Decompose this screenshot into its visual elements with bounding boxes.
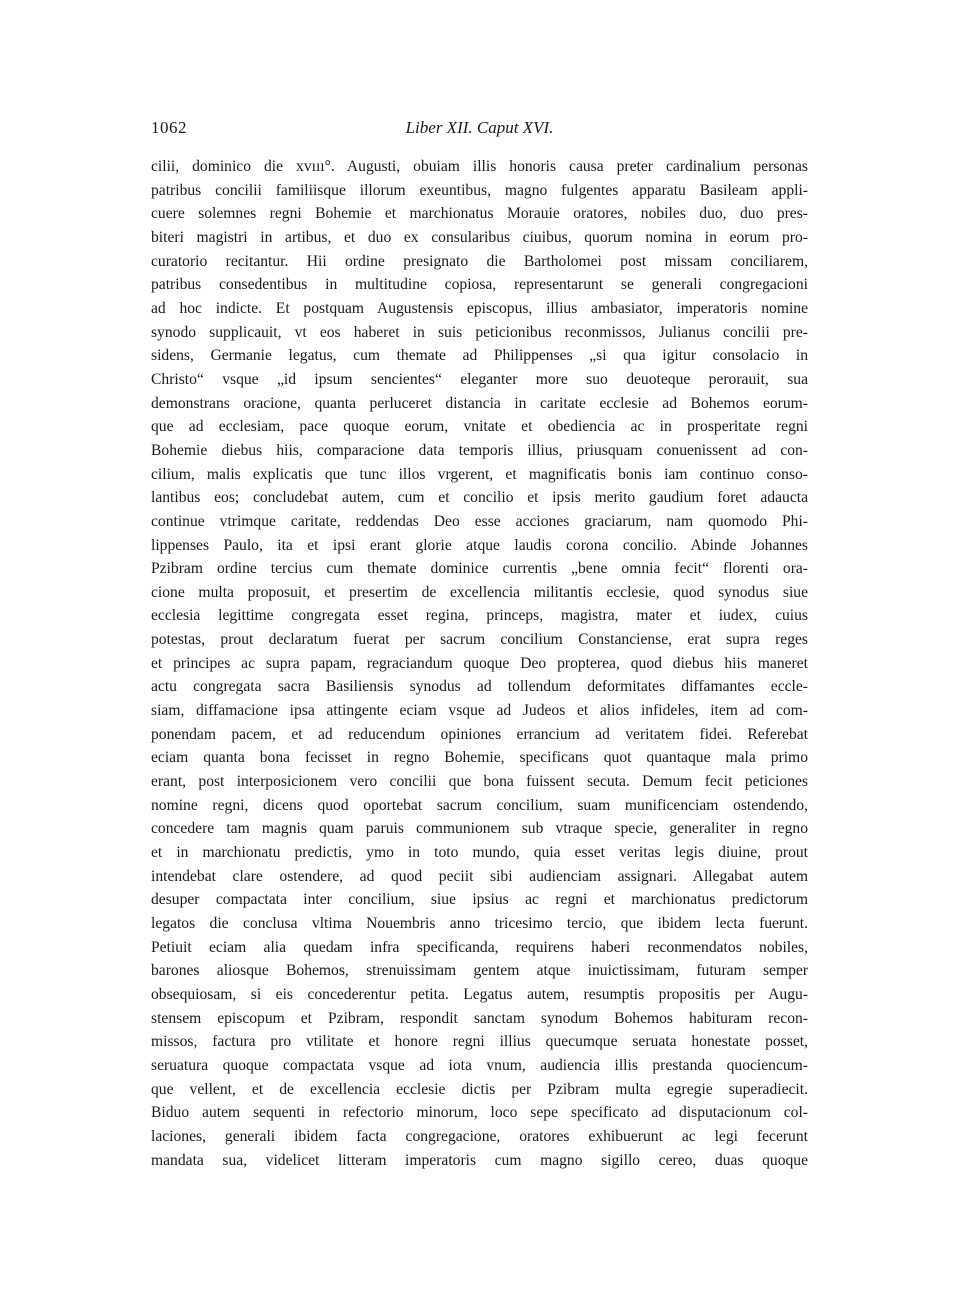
text-line: patribus concilii familiisque illorum exeuntibus, magno fulgentes apparatu Basileam appli- [151,181,808,199]
text-line: biteri magistri in artibus, et duo ex consularibus ciuibus, quorum nomina in eorum pro- [151,228,808,246]
text-line: potestas, prout declaratum fuerat per sacrum concilium Constanciense, erat supra reges [151,631,808,649]
text-line: Bohemie diebus hiis, comparacione data temporis illius, priusquam conuenissent ad con- [151,441,808,459]
text-line: eciam quanta bona fecisset in regno Bohemie, specificans quot quantaque mala primo [151,749,808,767]
text-line: obsequiosam, si eis concederentur petita. Legatus autem, resumptis propositis per Augu- [151,985,808,1003]
text-line: ecclesia legittime congregata esset regina, princeps, magistra, mater et iudex, cuius [151,607,808,625]
text-line: continue vtrimque caritate, reddendas Deo esse acciones graciarum, nam quomodo Phi- [151,512,808,530]
text-line: cuere solemnes regni Bohemie et marchionatus Morauie oratores, nobiles duo, duo pres- [151,205,808,223]
text-line: nomine regni, dicens quod oportebat sacrum concilium, suam munificenciam ostendendo, [151,796,808,814]
text-line: patribus consedentibus in multitudine copiosa, representarunt se generali congregacioni [151,276,808,294]
page-number: 1062 [151,118,187,137]
text-line: laciones, generali ibidem facta congregacione, oratores exhibuerunt ac legi fecerunt [151,1127,808,1145]
text-line: Pzibram ordine tercius cum themate dominice currentis „bene omnia fecit“ florenti ora- [151,560,808,578]
text-line: ad hoc indicte. Et postquam Augustensis episcopus, illius ambasiator, imperatoris nomine [151,299,808,317]
text-line: intendebat clare ostendere, ad quod peciit sibi audienciam assignari. Allegabat autem [151,867,808,885]
text-line: Petiuit eciam alia quedam infra specificanda, requirens haberi reconmendatos nobiles, [151,938,808,956]
text-line: curatorio recitantur. Hii ordine presignato die Bartholomei post missam conciliarem, [151,252,808,270]
text-line: mandata sua, videlicet litteram imperatoris cum magno sigillo cereo, duas quoque [151,1151,808,1169]
text-line: cione multa proposuit, et presertim de excellencia militantis ecclesie, quod synodus siue [151,583,808,601]
text-body [151,155,808,1172]
text-line: barones aliosque Bohemos, strenuissimam gentem atque inuictissimam, futuram semper [151,962,808,980]
text-line: erant, post interposicionem vero concilii que bona fuissent secuta. Demum fecit peticiones [151,773,808,791]
text-line: concedere tam magnis quam paruis communionem sub vtraque specie, generaliter in regno [151,820,808,838]
text-line: et principes ac supra papam, regraciandum quoque Deo propterea, quod diebus hiis maneret [151,654,808,672]
text-line: et in marchionatu predictis, ymo in toto mundo, quia esset veritas legis diuine, prout [151,844,808,862]
text-line: synodo supplicauit, vt eos haberet in suis peticionibus reconmissos, Julianus concilii pre- [151,323,808,341]
text-line: legatos die conclusa vltima Nouembris anno tricesimo tercio, que ibidem lecta fuerunt. [151,915,808,932]
text-line: cilii, dominico die xvııı°. Augusti, obuiam illis honoris causa preter cardinalium personas [151,158,808,175]
text-line: lippenses Paulo, ita et ipsi erant glorie atque laudis corona concilio. Abinde Johannes [151,536,808,554]
text-line: lantibus eos; concludebat autem, cum et concilio et ipsis merito gaudium foret adaucta [151,489,808,507]
text-line: siam, diffamacione ipsa attingente eciam vsque ad Judeos et alios infideles, item ad com- [151,702,808,720]
text-line: que ad ecclesiam, pace quoque eorum, vnitate et obediencia ac in prosperitate regni [151,418,808,436]
text-line: Biduo autem sequenti in refectorio minorum, loco sepe specificato ad disputacionum col- [151,1104,808,1122]
text-line: que vellent, et de excellencia ecclesie dictis per Pzibram multa egregie superadiecit. [151,1080,808,1098]
text-line: sidens, Germanie legatus, cum themate ad Philippenses „si qua igitur consolacio in [151,347,808,365]
text-line: ponendam pacem, et ad reducendum opiniones errancium ad veritatem fidei. Referebat [151,725,808,743]
running-head: Liber XII. Caput XVI. [405,118,554,137]
text-line: desuper compactata inter concilium, siue ipsius ac regni et marchionatus predictorum [151,891,808,909]
text-line: seruatura quoque compactata vsque ad iota vnum, audiencia illis prestanda quociencum- [151,1056,808,1074]
text-line: Christo“ vsque „id ipsum sencientes“ eleganter more suo deuoteque perorauit, sua [151,370,808,388]
text-line: missos, factura pro vtilitate et honore regni illius quecumque seruata honestate posset, [151,1033,808,1051]
text-line: demonstrans oracione, quanta perluceret distancia in caritate ecclesie ad Bohemos eorum- [151,394,808,412]
text-line: actu congregata sacra Basiliensis synodus ad tollendum deformitates diffamantes eccle- [151,678,808,696]
text-line: stensem episcopum et Pzibram, respondit sanctam synodum Bohemos habituram recon- [151,1009,808,1027]
text-line: cilium, malis explicatis que tunc illos vrgerent, et magnificatis bonis iam continuo conso- [151,465,808,483]
page-header [151,118,808,142]
